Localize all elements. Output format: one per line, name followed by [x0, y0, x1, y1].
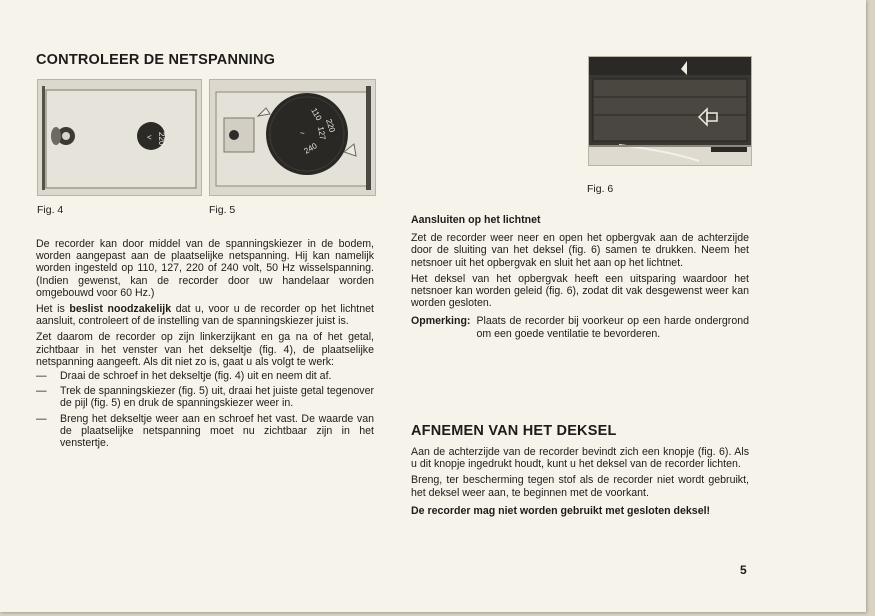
lid-section-text [411, 446, 749, 521]
fig6-caption: Fig. 6 [587, 183, 614, 195]
figure-5-photo [209, 79, 376, 196]
fig5-caption: Fig. 5 [209, 204, 236, 216]
voltage-selector-dial [266, 93, 348, 175]
figure-6-illustration [589, 57, 751, 165]
dial-value-127: 127 [316, 125, 328, 141]
left-column-text [36, 238, 374, 453]
warning-paragraph [36, 303, 374, 327]
warning-emphasis: beslist noodzakelijk [69, 303, 172, 316]
fig4-voltage-label: 220 [157, 132, 166, 146]
dash-marker: — [36, 385, 47, 398]
note-text: Plaats de recorder bij voorkeur op een harde ondergrond om een goede ventilatie te bevorderen. [476, 315, 749, 340]
figure-4-illustration [38, 80, 201, 195]
intro-paragraph: De recorder kan door middel van de spanningskiezer in de bodem, worden aangepast aan de plaatselijke netspanning. Hij kan namelijk worden ingesteld op 110, 127, 220 of 240 volt, 50 Hz wisselspanning. (Indien gewenst, kan de recorder door uw handelaar worden omgebouwd voor 60 Hz.) [36, 238, 374, 299]
connect-paragraph-1: Zet de recorder weer neer en open het opbergvak aan de achterzijde door de sluiting van het deksel (fig. 6) samen te drukken. Neem het netsnoer uit het opbergvak en sluit het aan op het lichtnet. [411, 232, 749, 269]
step-text: Trek de spanningskiezer (fig. 5) uit, draai het juiste getal tegenover de pijl (fig. 5) en druk de spanningskiezer weer in. [60, 385, 374, 410]
step-item [36, 385, 374, 409]
steps-list [36, 370, 374, 449]
dash-marker: — [36, 412, 47, 425]
warning-suffix: dat u, voor u de recorder op het lichtnet aansluit, controleert of de instelling van de spanningskiezer juist is. [36, 303, 374, 328]
lid-paragraph-1: Aan de achterzijde van de recorder bevindt zich een knopje (fig. 6). Als u dit knopje ingedrukt houdt, kunt u het deksel van de recorder lichten. [411, 446, 749, 471]
step-text: Draai de schroef in het dekseltje (fig. 4) uit en neem dit af. [60, 370, 332, 383]
svg-text:<: < [147, 133, 152, 142]
dial-value-240: 240 [302, 141, 319, 156]
step-item [36, 413, 374, 450]
figure-6-photo [588, 56, 752, 166]
dial-value-110: 110 [309, 106, 324, 123]
dial-value-220: 220 [324, 117, 337, 134]
warning-prefix: Het is [36, 303, 70, 316]
connect-paragraph-2: Het deksel van het opbergvak heeft een uitsparing waardoor het netsnoer kan worden geleid (fig. 6), zodat dit vak desgewenst weer kan worden gesloten. [411, 272, 749, 310]
connect-subheading: Aansluiten op het lichtnet [411, 214, 541, 226]
page-number: 5 [740, 563, 747, 577]
figure-5-illustration [210, 80, 375, 195]
dash-marker: — [36, 370, 47, 383]
right-column-text [411, 214, 749, 340]
check-paragraph: Zet daarom de recorder op zijn linkerzijkant en ga na of het getal, zichtbaar in het venster van het dekseltje (fig. 4), de plaatselijke netspanning aangeeft. Als dit niet zo is, gaat u als volgt te werk: [36, 331, 374, 368]
lid-warning: De recorder mag niet worden gebruikt met gesloten deksel! [411, 504, 711, 517]
step-text: Breng het dekseltje weer aan en schroef het vast. De waarde van de plaatselijke netspanning moet nu zichtbaar zijn in het venstertje. [60, 412, 374, 450]
figure-4-photo [37, 79, 202, 196]
svg-text:~: ~ [300, 129, 305, 138]
note-label: Opmerking: [411, 315, 471, 328]
heading-check-mains-voltage: CONTROLEER DE NETSPANNING [36, 52, 276, 68]
fig4-caption: Fig. 4 [37, 204, 64, 216]
step-item [36, 370, 374, 382]
heading-remove-lid: AFNEMEN VAN HET DEKSEL [411, 423, 617, 439]
lid-paragraph-2: Breng, ter bescherming tegen stof als de recorder niet wordt gebruikt, het deksel weer aan, te beginnen met de voorkant. [411, 474, 749, 499]
note-block [411, 315, 749, 339]
